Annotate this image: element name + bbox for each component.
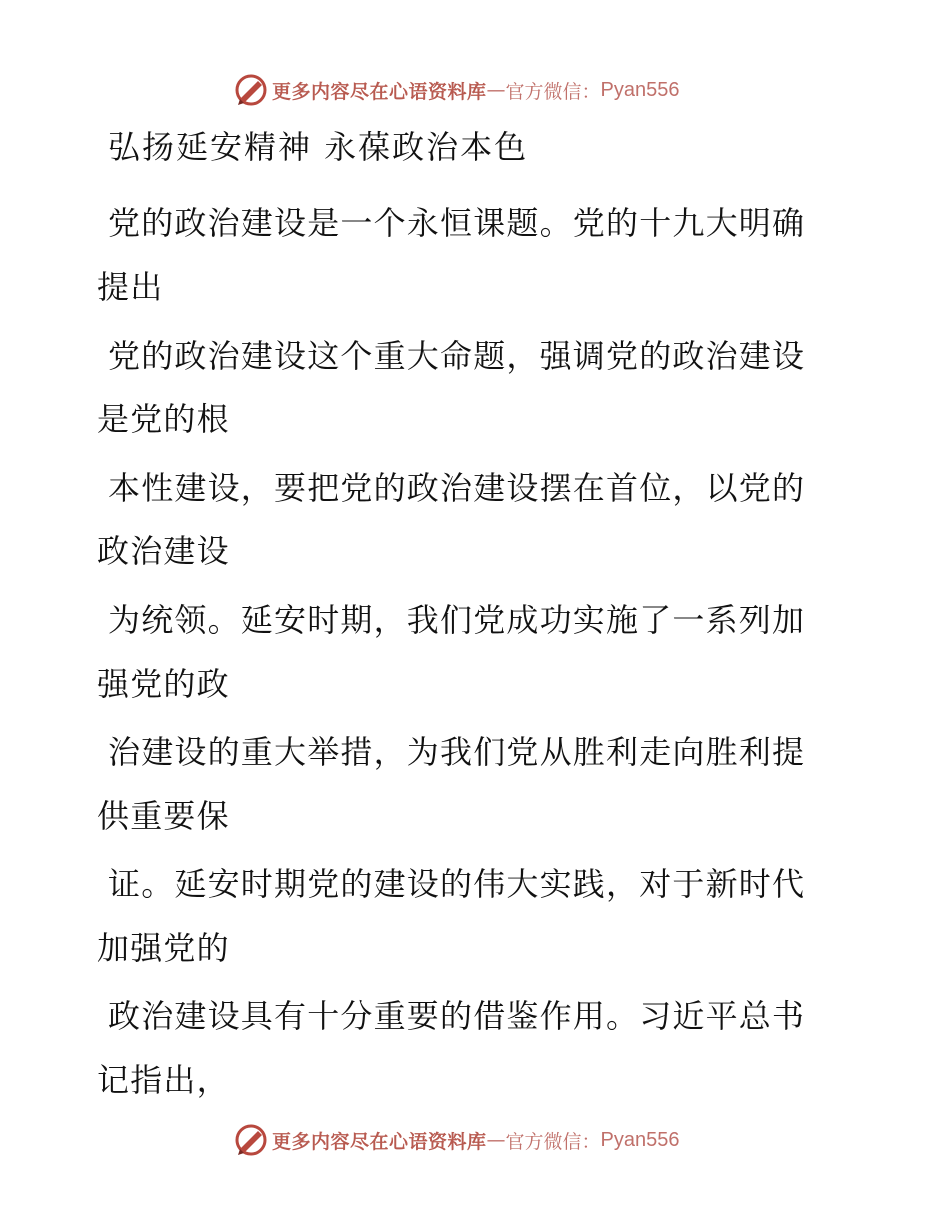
text-line: 证。延安时期党的建设的伟大实践，对于新时代 (108, 865, 806, 903)
watermark-dash: — (486, 1129, 506, 1151)
watermark-wechat-id: Pyan556 (600, 1128, 680, 1151)
text-line: 党的政治建设这个重大命题，强调党的政治建设 (108, 337, 806, 375)
watermark-group (234, 1120, 680, 1160)
text-line: 党的政治建设是一个永恒课题。党的十九大明确 (108, 204, 806, 242)
text-line: 提出 (97, 268, 164, 306)
watermark-wechat-label: 官方微信： (505, 80, 601, 103)
watermark-title: 更多内容尽在心语资料库 (272, 1130, 487, 1153)
text-line: 记指出， (97, 1061, 230, 1099)
pen-logo-icon (234, 1123, 268, 1157)
footer-watermark (0, 1120, 950, 1160)
text-line: 强党的政 (97, 665, 230, 703)
header-watermark (0, 70, 950, 110)
watermark-group (234, 70, 680, 110)
watermark-wechat-label: 官方微信： (505, 1130, 601, 1153)
text-line: 治建设的重大举措，为我们党从胜利走向胜利提 (108, 733, 806, 771)
watermark-title: 更多内容尽在心语资料库 (272, 80, 487, 103)
text-line: 加强党的 (97, 929, 230, 967)
text-line: 供重要保 (97, 797, 230, 835)
watermark-wechat-id: Pyan556 (600, 78, 680, 101)
text-line: 为统领。延安时期，我们党成功实施了一系列加 (108, 601, 806, 639)
text-line: 政治建设具有十分重要的借鉴作用。习近平总书 (108, 997, 806, 1035)
watermark-dash: — (486, 79, 506, 101)
pen-logo-icon (234, 73, 268, 107)
text-line: 政治建设 (97, 532, 230, 570)
text-line: 本性建设，要把党的政治建设摆在首位，以党的 (108, 469, 806, 507)
document-title: 弘扬延安精神 永葆政治本色 (108, 128, 529, 166)
text-line: 是党的根 (97, 400, 230, 438)
